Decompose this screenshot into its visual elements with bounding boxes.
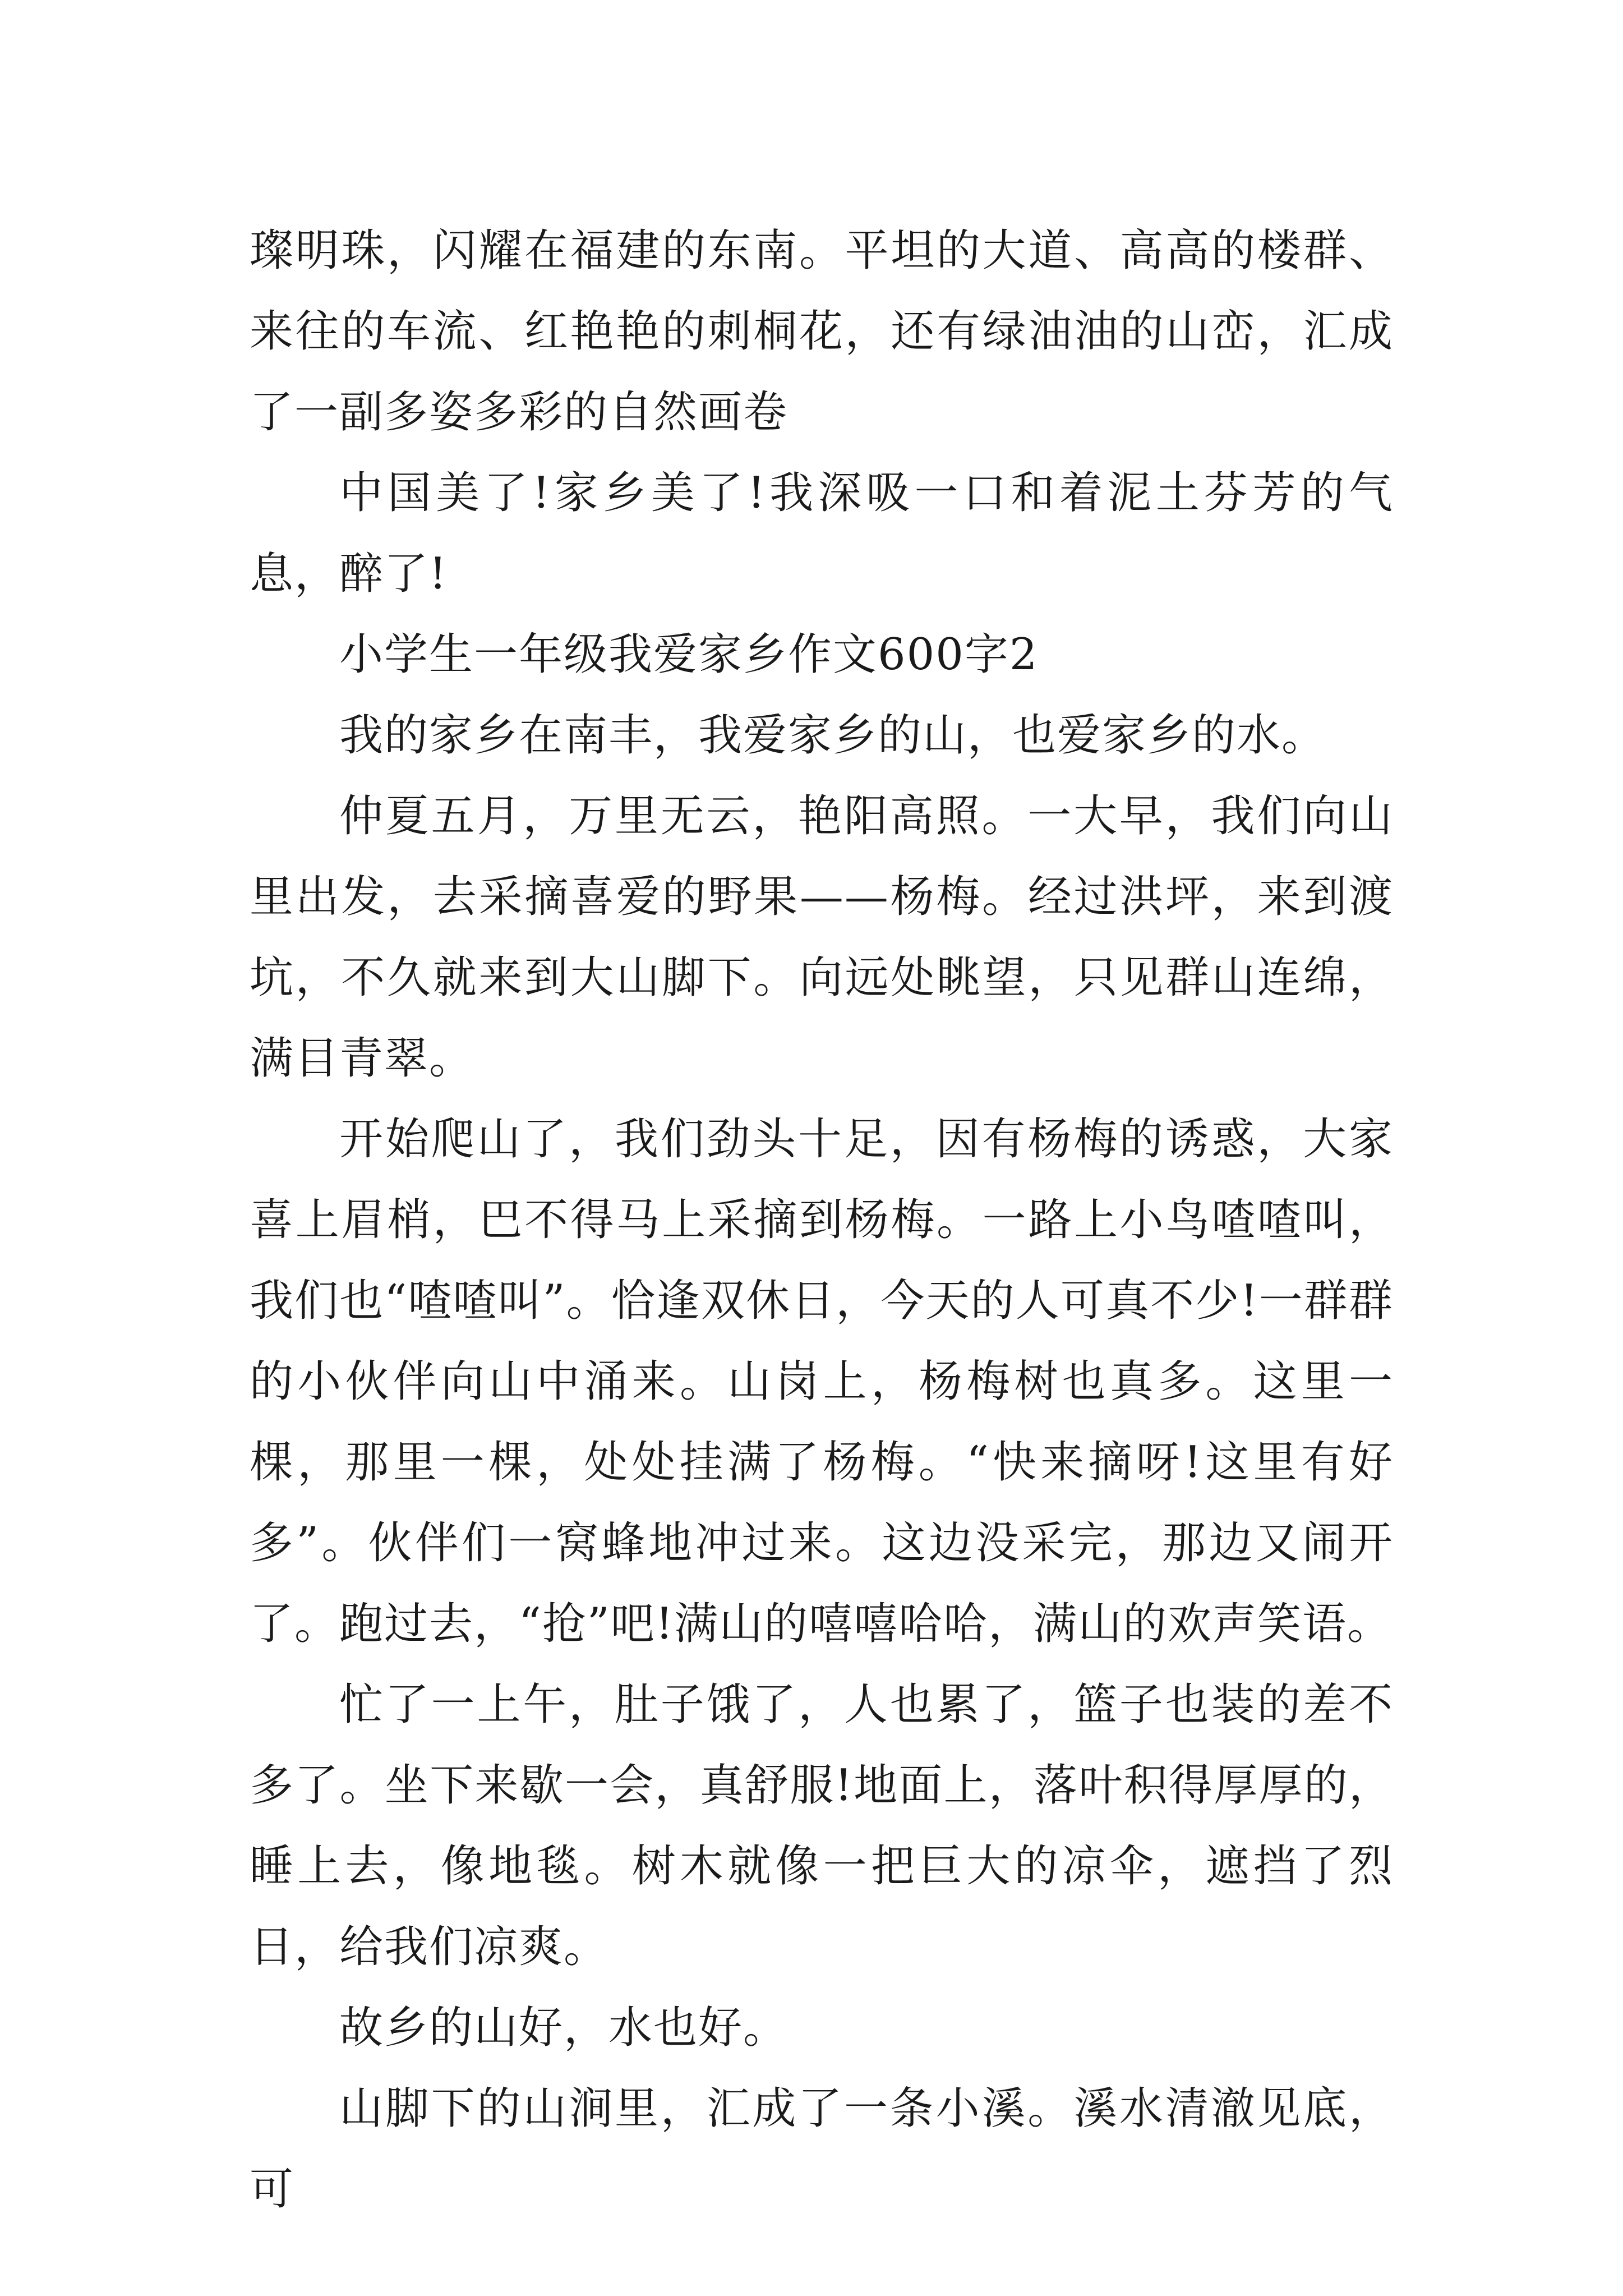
paragraph: 开始爬山了，我们劲头十足，因有杨梅的诱惑，大家喜上眉梢，巴不得马上采摘到杨梅。一路上小鸟喳喳叫，我们也“喳喳叫”。恰逢双休日，今天的人可真不少!一群群的小伙伴向山中涌来。山岗上，杨梅树也真多。这里一棵，那里一棵，处处挂满了杨梅。“快来摘呀!这里有好多”。伙伴们一窝蜂地冲过来。这边没采完，那边又闹开了。跑过去，“抢”吧!满山的嘻嘻哈哈，满山的欢声笑语。 <box>250 1114 1394 1649</box>
section-heading: 小学生一年级我爱家乡作文600字2 <box>339 629 1039 680</box>
paragraph: 故乡的山好，水也好。 <box>339 2003 789 2053</box>
paragraph: 山脚下的山涧里，汇成了一条小溪。溪水清澈见底，可 <box>250 2083 1394 2215</box>
paragraph: 璨明珠，闪耀在福建的东南。平坦的大道、高高的楼群、来往的车流、红艳艳的刺桐花，还有绿油油的山峦，汇成了一副多姿多彩的自然画卷 <box>250 226 1394 438</box>
paragraph: 忙了一上午，肚子饿了，人也累了，篮子也装的差不多了。坐下来歇一会，真舒服!地面上，落叶积得厚厚的，睡上去，像地毯。树木就像一把巨大的凉伞，遮挡了烈日，给我们凉爽。 <box>250 1680 1394 1972</box>
paragraph: 仲夏五月，万里无云，艳阳高照。一大早，我们向山里出发，去采摘喜爱的野果——杨梅。经过洪坪，来到渡坑，不久就来到大山脚下。向远处眺望，只见群山连绵，满目青翠。 <box>250 791 1394 1084</box>
paragraph: 中国美了!家乡美了!我深吸一口和着泥土芬芳的气息，醉了! <box>250 468 1394 599</box>
paragraph: 我的家乡在南丰，我爱家乡的山，也爱家乡的水。 <box>339 710 1327 761</box>
document-body <box>250 210 1394 2230</box>
